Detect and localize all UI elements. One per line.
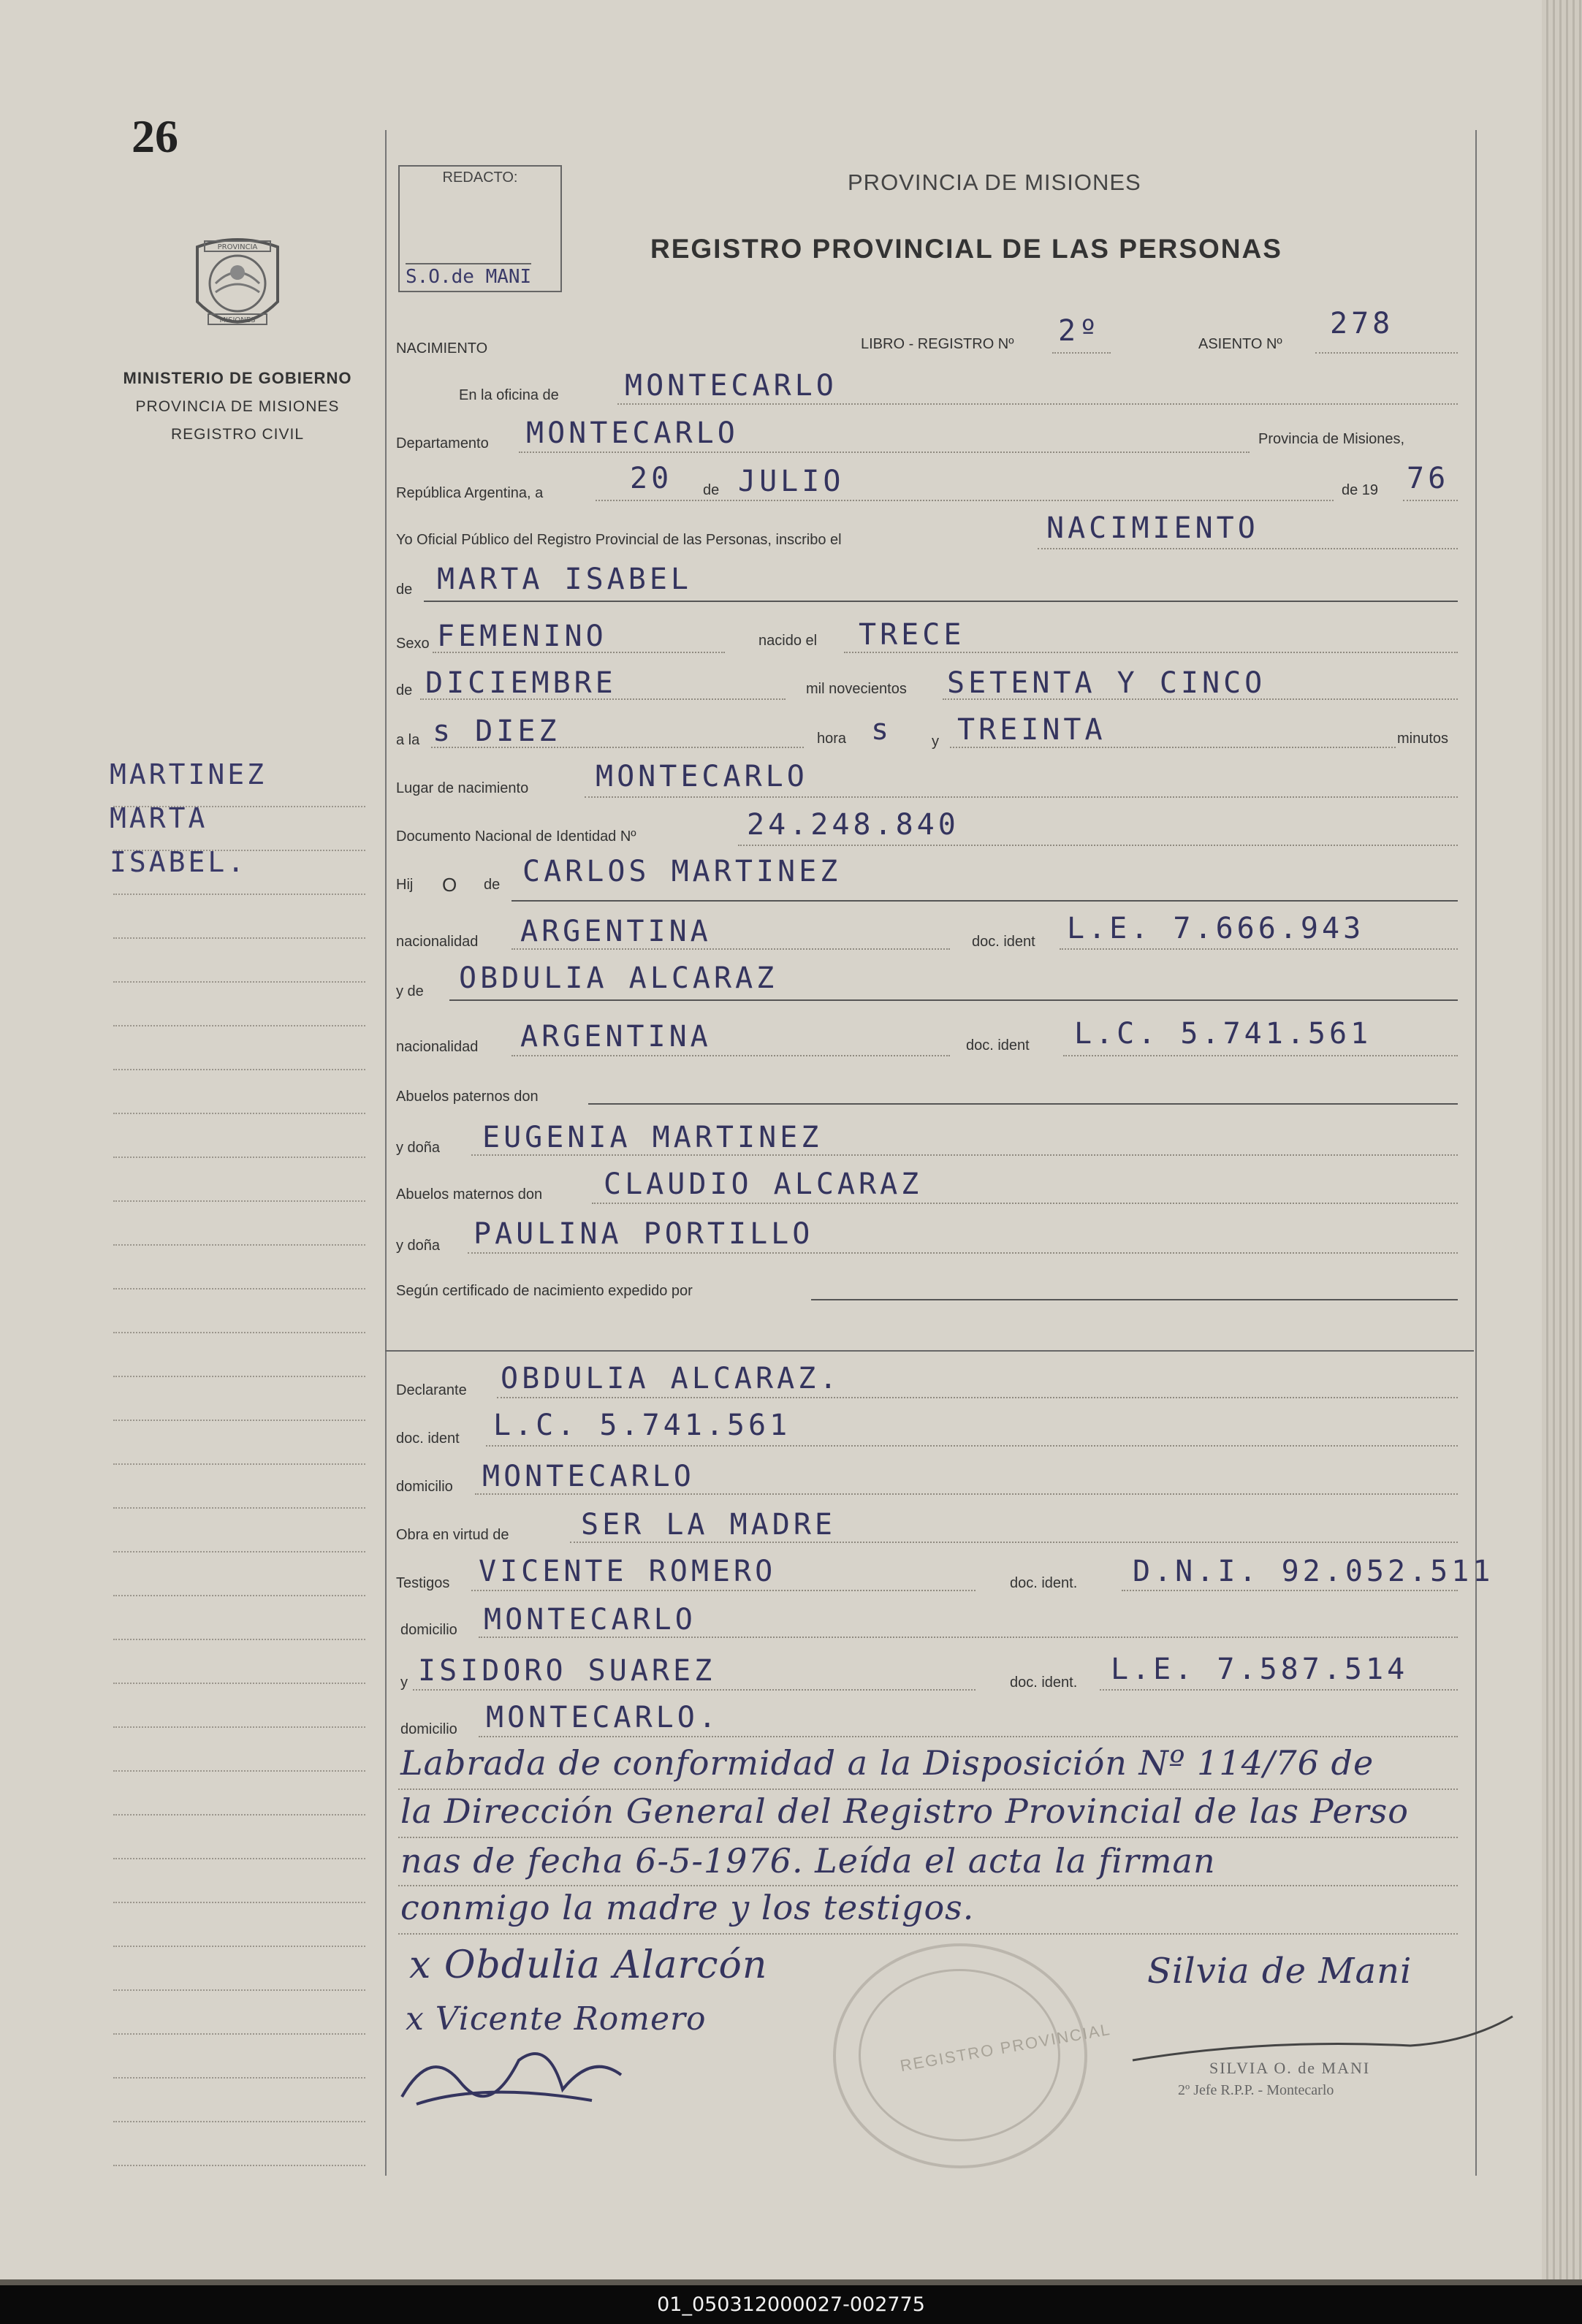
doc2-label: doc. ident (966, 1037, 1030, 1054)
mes-value: JULIO (738, 465, 845, 498)
anio-nac-value: SETENTA Y CINCO (947, 666, 1266, 700)
testigo2-value: ISIDORO SUAREZ (418, 1654, 716, 1688)
ministry-header (110, 369, 365, 443)
ministry-line-2: PROVINCIA DE MISIONES (135, 398, 340, 415)
y-testigo-label: y (400, 1675, 408, 1691)
signature-witness-1: x Vicente Romero (406, 2000, 707, 2038)
departamento-label: Departamento (396, 435, 489, 452)
dom-t1-value: MONTECARLO (484, 1603, 696, 1637)
page-number: 26 (132, 110, 178, 162)
hora-label: hora (817, 731, 847, 747)
obra-label: Obra en virtud de (396, 1527, 509, 1543)
margin-note-line-1: MARTINEZ (110, 758, 267, 790)
asiento-label: ASIENTO Nº (1198, 336, 1282, 352)
dom-t2-value: MONTECARLO. (486, 1701, 720, 1734)
provincia-label: Provincia de Misiones, (1258, 431, 1405, 447)
ala-label: a la (396, 732, 420, 748)
de-label: de (703, 482, 720, 498)
abuela-paterna-value: EUGENIA MARTINEZ (482, 1121, 823, 1154)
name-value: MARTA ISABEL (437, 563, 692, 596)
minutos-label: minutos (1397, 731, 1449, 747)
doc2-value: L.C. 5.741.561 (1074, 1017, 1372, 1051)
provincial-emblem-icon (183, 232, 292, 342)
note-line-2: la Dirección General del Registro Provincial de las Perso (400, 1791, 1409, 1831)
act-type-label: NACIMIENTO (396, 340, 488, 357)
sexo-value: FEMENINO (437, 620, 607, 653)
margin-note-line-2: MARTA (110, 802, 208, 834)
dni-label: Documento Nacional de Identidad Nº (396, 828, 636, 845)
hs-value: s (871, 713, 893, 747)
oficina-value: MONTECARLO (625, 369, 837, 403)
margin-note-line-3: ISABEL. (110, 846, 248, 878)
doc-t2-value: L.E. 7.587.514 (1111, 1653, 1409, 1686)
sexo-label: Sexo (396, 636, 430, 652)
emblem-text-top: PROVINCIA (217, 243, 258, 251)
signature-mother: x Obdulia Alarcón (409, 1943, 768, 1987)
yde-label: y de (396, 983, 424, 999)
note-line-4: conmigo la madre y los testigos. (400, 1888, 975, 1927)
redacto-value: S.O.de MANI (406, 263, 531, 288)
decl-dom-label: domicilio (396, 1479, 453, 1495)
doc-t1-value: D.N.I. 92.052.511 (1133, 1555, 1494, 1588)
madre-value: OBDULIA ALCARAZ (459, 961, 778, 995)
margin-ruled-lines (113, 763, 365, 2166)
dom-t2-label: domicilio (400, 1721, 457, 1737)
ydona2-label: y doña (396, 1238, 441, 1254)
doc1-label: doc. ident (972, 934, 1035, 950)
hijo-suffix: O (442, 874, 457, 896)
libro-value: 2º (1058, 314, 1101, 348)
de19-label: de 19 (1342, 482, 1379, 498)
republica-label: República Argentina, a (396, 485, 544, 501)
decl-dom-value: MONTECARLO (482, 1460, 695, 1493)
abuelos-paternos-label: Abuelos paternos don (396, 1089, 539, 1105)
abuela-materna-value: PAULINA PORTILLO (474, 1217, 814, 1251)
testigos-label: Testigos (396, 1575, 450, 1591)
doc-t2-label: doc. ident. (1010, 1675, 1078, 1691)
nac2-value: ARGENTINA (520, 1020, 712, 1054)
note-line-3: nas de fecha 6-5-1976. Leída el acta la firman (400, 1841, 1216, 1881)
mes-nac-value: DICIEMBRE (425, 666, 617, 700)
nac2-label: nacionalidad (396, 1039, 479, 1055)
signature-witness-2-icon (373, 2031, 723, 2119)
official-name: SILVIA O. de MANI (1209, 2059, 1371, 2077)
official-title: 2º Jefe R.P.P. - Montecarlo (1178, 2082, 1334, 2098)
doc1-value: L.E. 7.666.943 (1067, 912, 1365, 945)
redacto-box (398, 165, 562, 292)
nac1-value: ARGENTINA (520, 915, 712, 948)
section-divider (385, 1350, 1474, 1352)
dia-value: 20 (630, 462, 673, 495)
nac1-label: nacionalidad (396, 934, 479, 950)
ministry-line-1: MINISTERIO DE GOBIERNO (123, 369, 352, 387)
anio-value: 76 (1407, 462, 1450, 495)
departamento-value: MONTECARLO (526, 416, 739, 450)
lugar-value: MONTECARLO (596, 760, 808, 793)
emblem-text-bottom: MISIONES (219, 316, 256, 324)
doc-t1-label: doc. ident. (1010, 1575, 1078, 1591)
abuelos-maternos-label: Abuelos maternos don (396, 1186, 543, 1203)
segun-label: Según certificado de nacimiento expedido por (396, 1283, 693, 1299)
ydona1-label: y doña (396, 1140, 441, 1156)
declarante-value: OBDULIA ALCARAZ. (501, 1362, 841, 1395)
note-line-1: Labrada de conformidad a la Disposición Nº 114/76 de (400, 1743, 1374, 1783)
decl-doc-label: doc. ident (396, 1430, 460, 1447)
padre-value: CARLOS MARTINEZ (522, 855, 842, 888)
oficina-label: En la oficina de (459, 387, 559, 403)
nacido-label: nacido el (758, 633, 818, 649)
hijo-de-label: de (484, 877, 501, 893)
inscribo-value: NACIMIENTO (1046, 511, 1259, 545)
asiento-value: 278 (1330, 307, 1394, 340)
testigo1-value: VICENTE ROMERO (479, 1555, 777, 1588)
image-id-footer: 01_050312000027-002775 (0, 2285, 1582, 2324)
libro-label: LIBRO - REGISTRO Nº (861, 336, 1014, 352)
dni-value: 24.248.840 (747, 808, 959, 842)
de2-label: de (396, 682, 413, 698)
book-page-edges (1542, 0, 1582, 2279)
seal-text: REGISTRO PROVINCIAL (898, 2019, 1113, 2076)
min-value: TREINTA (957, 713, 1106, 747)
declarante-label: Declarante (396, 1382, 467, 1398)
hijo-label: Hij (396, 877, 414, 893)
province-title: PROVINCIA DE MISIONES (848, 169, 1141, 195)
mil-label: mil novecientos (806, 681, 907, 697)
lugar-label: Lugar de nacimiento (396, 780, 529, 796)
y-label: y (932, 734, 939, 750)
oficial-label: Yo Oficial Público del Registro Provincial de las Personas, inscribo el (396, 532, 842, 548)
nacido-value: TRECE (859, 618, 965, 652)
decl-doc-value: L.C. 5.741.561 (493, 1409, 791, 1442)
ministry-line-3: REGISTRO CIVIL (170, 426, 305, 443)
de-name-label: de (396, 582, 413, 598)
dom-t1-label: domicilio (400, 1622, 457, 1638)
signature-official: Silvia de Mani (1147, 1951, 1412, 1992)
abuelo-materno-value: CLAUDIO ALCARAZ (604, 1167, 923, 1201)
hora-value: s DIEZ (433, 715, 560, 748)
redacto-label: REDACTO: (442, 169, 518, 186)
obra-value: SER LA MADRE (581, 1508, 836, 1542)
registry-title: REGISTRO PROVINCIAL DE LAS PERSONAS (650, 234, 1282, 264)
